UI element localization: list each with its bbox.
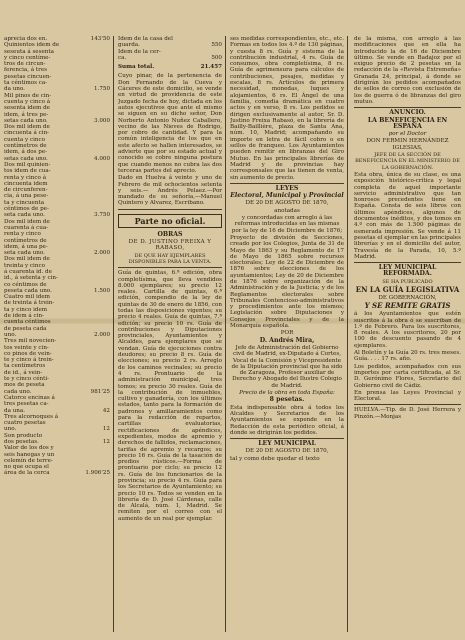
leyes-anot: anotadas <box>274 207 300 214</box>
aprecio-item-text: tres pesetas ca- <box>4 401 49 408</box>
leyes-title: LEYES <box>275 184 299 192</box>
aprecio-item-text: tos veinte y cin- <box>4 344 49 351</box>
pedidos: Los pedidos, acompañados con sus importes por carta certificada, al Sr. D. Gerónimo Flores, Secretario del Gobierno civil de Cádiz. <box>354 363 461 389</box>
aprecio-item-text: Tres mil novecien- <box>4 338 57 345</box>
aprecio-item-text: á cuarenta id. de <box>4 268 52 275</box>
aprecio-item-text: y cinco centíme- <box>4 54 51 61</box>
column-2 <box>118 36 226 632</box>
aprecio-item-text: cuenta y cinco <box>4 136 45 143</box>
printer-footer: HUELVA.—Tip. de D. José Herrera y Pinzón.—Monjas <box>354 407 461 420</box>
aprecio-item-value: 42 <box>102 407 110 414</box>
aprecio-item-value: 2.000 <box>93 250 110 257</box>
obras-body: Guía de quintas, 6.ª edición, obra completísima, que lleva vendidos 8.000 ejemplares; su precio 12 reales. Cartilla de quintas, 6.ª edición, compendio de la ley de quintas de 30 de enero de 1856, con todas las disposiciones vigentes; su precio 4 reales. Guía de quintas, 7.ª edición; su precio 10 rs. Guía de contribuciones y Diputaciones provinciales, Ayuntamientos y Alcaldes, para ejemplares que se vendan. Guía de ejecuciones contra deudores; su precio 8 rs. Guía de elecciones; su precio 2 rs. Arreglo de los caminos vecinales; su precio 4 rs. Prontuario de la administración municipal, tres tomos; su precio 30 reales. Guía de la contribución de inmuebles, cultivo y ganadería, con los últimos estados, tanto para la formación de padrones y amillaramientos como para la redacción de repartos, cartillas evaluatorias, rectificaciones de apéndices, expedientes, modos de apremio y derechos de fallidos, reclamaciones, tarifas de apremio y recargos; su precio 16 rs. Guía de la tasación de predios rústicos.—Forma de prontuario por ciclo; su precio 12 rs. Guía de los funcionarios de la provincia; su precio 4 rs. Guía para los Secretarios de Ayuntamiento; su precio 10 rs. Todos se venden en la librería de D. José Cárdenas, calle de Alcalá, núm. 1, Madrid. Se remiten por el correo con el aumento de un real por ejemplar. <box>118 270 222 522</box>
aprecio-item-text: te y cinco á trein- <box>4 357 54 364</box>
aprecio-item-text: seseuta á sesenta <box>4 48 54 55</box>
aprecio-item-value: 3.750 <box>93 212 110 219</box>
aprecio-item-text: de idem á cin- <box>4 313 44 320</box>
obras-continued: ses medidas correspondientes, etc., etc. Formas en todos los 4.º de 130 páginas, y cuesta 8 rs. Guía y sistema de la contribución industrial, 4 rs. Guía de consumos, obra completísima, 8 rs. Guía de agrimensura para cálculos de contribuciones, pesajes, medidas y escalas, 8 rs. Artículos de primera necesidad, monedas, luques y alojamientos, 6 rs. El Ángel de una familia, comedia dramática en cuatro actos y en verso, 8 rs. Los pedidos se dirigen exclusivamente al autor, Sr. D. Justino Freixa Rabasó, en la librería de Bailly-Baillière, plaza de Santa Ana, núm. 10, Madrid; acompañando su importe en letra de fácil cobro o en sellos de franqueo. Los Ayuntamientos pueden remitir en libranzas del Giro Mutuo. En las principales librerías de Madrid y de provincias hay corresponsales que las tienen de venta, sin aumento de precio. <box>230 36 344 181</box>
disp-body: Esta indispensable obra á todos los Alcaldes y Secretarios de los Ayuntamientos se expende en la Redacción de esta periódico oficial, á donde se dirigirán los pedidos. <box>230 404 344 436</box>
aprecio-item-text: cia, á una pese- <box>4 193 49 200</box>
aprecio-item-text: Valor de los dos y <box>4 445 54 452</box>
aprecio-item-text: Son producto <box>4 432 43 439</box>
aprecio-item-value: 12 <box>102 426 110 433</box>
aprecio-item-text: Idem de la cer- <box>118 48 161 55</box>
beneficencia-by: por el Doctor <box>388 131 427 138</box>
leyes-text: y concordadas con arreglo á las reformas introducidas en las mismas por la ley de 16 de Diciembre de 1876; <box>231 215 343 234</box>
aprecio-item-text: cuatro pesetas <box>4 420 46 427</box>
aprecio-item-text: mos de peseta <box>4 382 45 389</box>
column-4 <box>352 36 461 632</box>
price-title: Precio de la obra en toda España: <box>239 390 335 397</box>
aprecio-item-text: ta y cinco idem <box>4 306 48 313</box>
aprecio-item-text: guarda. <box>118 42 140 49</box>
en-prensa: En prensa las Leyes Provincial y Electoral. <box>354 389 461 403</box>
ley-reformada-pub: SE HA PUBLICADO <box>382 278 433 285</box>
aprecio-item-text: tos idem de cua- <box>4 168 51 175</box>
obras-subtitle-2: DE QUE HAY EJEMPLARES DISPONIBLES PARA LA VENTA. <box>128 252 212 265</box>
aprecio-item-value: 4.000 <box>93 155 110 162</box>
ley-reformada-title: LEY MUNICIPAL REFORMADA. <box>378 264 437 278</box>
aprecio-item-text: co pinos de vein- <box>4 350 52 357</box>
aprecio-item-text: uno. <box>4 426 17 433</box>
aprecio-item-value: 981'25 <box>90 388 110 395</box>
aprecio-item-text: Quinientos idem de <box>4 42 60 49</box>
aprecio-item-value: 3.000 <box>93 117 110 124</box>
leyes-body: Proyecto de división de Secciones, creado por los Colegios, Junta de 31 de Mayo de 1863 y su Reglamento de 17 de Mayo de 1865 sobre recursos electorales; Ley de 22 de Diciembre de 1876 sobre elecciones de los ayuntamientos; Ley de 20 de Diciembre de 1876 sobre organización de la Administración y de la Justicia; y de los Reglamentos electorales sobre Tribunales Contencioso-administrativos y procedimientos ante los mismos; Legislación sobre Diputaciones y Consejos Provinciales y de la Monarquía española. <box>230 234 344 330</box>
aprecio-item-text: Dos mil idem de <box>4 218 50 225</box>
aprecio-item-text: Dos mil idem de <box>4 124 50 131</box>
aprecio-item-value: 1.906'25 <box>85 470 110 477</box>
aprecio-item-text: cincuenta á cin- <box>4 130 50 137</box>
aprecio-item-text: cuenta y cinco á <box>4 98 51 105</box>
aprecio-item-value: 1.750 <box>93 86 110 93</box>
aprecio-item-value: 12 <box>102 439 110 445</box>
aprecio-item-text: seta cada uno. <box>4 250 45 257</box>
author-body: Jefe de Administración del Gobierno civil de Madrid, ex-Diputado á Cortes, Vocal de la Comisión y Vicepresidente de la Diputación provincial que ha sido de Zaragoza, Profesor auxiliar de Derecho y Abogado del Ilustre Colegio de Madrid. <box>231 344 343 389</box>
anuncio-title: ANUNCIO. <box>389 109 426 117</box>
aprecio-item-text: setas cada uno. <box>4 155 48 162</box>
ley-continued: de la misma, con arreglo á las modificaciones que en ella ha introducido la de 16 de Diciembre último. Se vende en Badajoz por el exiguo precio de 2 pesetas en la redacción de la «Revista Extremeña» Granada 24, principal, á donde se dirigirán los pedidos acompañados de sellos de correo con exclusión de los de guerra ó de libranzas del giro mutuo. <box>354 36 461 105</box>
author-pre: POR <box>280 330 294 337</box>
aprecio-item-text: Idem de la casa del <box>118 36 173 42</box>
aprecio-item-text: Catorce encinas á <box>4 394 55 401</box>
aprecio-item-text: no que ocupa el <box>4 464 49 471</box>
aprecio-item-text: céntimos de pe- <box>4 206 49 213</box>
precios: Al Boletín y la Guía 20 rs. tres meses. Guía. . . . 17 rs. año. <box>354 350 461 363</box>
ley-municipal-date: DE 20 DE AGOSTO DE 1870, <box>245 448 329 455</box>
aprecio-item-text: centímetros de <box>4 143 47 150</box>
aprecio-item-text: cuarenta á cua- <box>4 224 49 231</box>
divider <box>354 262 461 263</box>
aprecio-item-text: cuenta céntimos <box>4 319 51 326</box>
section-header-no-oficial: Parte no oficial. <box>118 214 222 228</box>
beneficencia-author: DON FERMIN HERNÁNDEZ IGLESIAS, <box>366 138 449 151</box>
divider <box>118 209 222 210</box>
suma-total: Suma total. 21.457 <box>118 64 222 71</box>
edict-body: Cuyo pinar, de la pertenencia de Don Fernando de la Cueva y Cáceres de este domicilio, se vende en virtud de providencia de este Juzgado fecha de hoy, dictada en los autos ejecutivos que ante el mismo se siguen en su dicho señor, Don Norberto Antonio Nuñez Caballero, vecino de las Nieves de Rodrigo, por cobro de cantidad. Y para la común inteligencia de los que en este afecto se hallen interesados, se advierte que por su estado actual y conocido se cobre ninguna postura que cuando menos no cubra las dos terceras partes del aprecio. <box>118 73 222 174</box>
aprecio-item-text: ferencia, á tres <box>4 67 47 74</box>
aprecio-list-end <box>118 36 222 61</box>
aprecio-item-text: sesenta idem de <box>4 105 50 112</box>
beneficencia-post: JEFE DE LA SECCIÓN DE BENEFICENCIA EN EL MINISTERIO DE LA GOBERNACIÓN. <box>355 152 460 171</box>
price-value: 8 pesetas. <box>269 396 305 404</box>
aprecio-item-text: de treinta á trein- <box>4 300 55 307</box>
aprecio-item-text: renta y cinco <box>4 231 41 238</box>
aprecio-item-text: setas cada uno. <box>4 117 48 124</box>
author-name: D. Andrés Mira, <box>259 336 315 344</box>
aprecio-item-text: co céntimos de <box>4 281 47 288</box>
column-1 <box>4 36 114 632</box>
aprecio-item-text: de peseta cada <box>4 325 47 332</box>
obras-title: OBRAS <box>157 230 183 238</box>
aprecio-item-text: ta céntimos ca- <box>4 80 48 87</box>
de-gobernacion: DE GOBERNACIÓN, <box>378 294 437 301</box>
aprecio-item-text: de id., á vein- <box>4 369 43 376</box>
aprecio-item-text: id., á setenta y cin- <box>4 275 58 282</box>
aprecio-item-value: 550 <box>211 42 222 49</box>
aprecio-item-text: cada uno. <box>4 388 32 395</box>
divider <box>230 183 344 184</box>
beneficencia-body: Esta obra, única de su clase, es una exposición histórico-crítica y legal completa de aquel importante servicio administrativo que tan honrosos precedentes tiene en España. Consta de seis libros con últimos apéndices, algunos de documentos inéditos, y dos tomos en 4.º con más de 1.500 páginas de esmerada impresión. Se vende á 11 pesetas el ejemplar en las principales librerías y en el domicilio del autor, Travesía de la Parada, 10, 5.º Madrid. <box>354 171 461 260</box>
aprecio-item-text: ca. <box>118 54 127 61</box>
beneficencia-title: LA BENEFICENCIA EN ESPAÑA <box>367 116 448 130</box>
aprecio-item-text: ta y cincuenta <box>4 199 45 206</box>
obras-subtitle: DE D. JUSTINO FREIXA Y RABASO, <box>128 239 212 252</box>
aprecio-item-value: 2.000 <box>93 331 110 338</box>
aprecio-row <box>4 470 110 476</box>
aprecio-item-text: ta centímetros <box>4 363 46 370</box>
divider <box>230 438 344 439</box>
aprecio-item-text: peseta cada uno. <box>4 287 52 294</box>
aprecio-item-text: de circunferen- <box>4 187 48 194</box>
ley-municipal-body: tal y como debe quedar el texto <box>230 455 320 462</box>
aprecio-item-text: te y cinco cénti- <box>4 376 50 383</box>
aprecio-item-text: celemín de terre- <box>4 457 53 464</box>
leyes-date: DE 20 DE AGOSTO DE 1870, <box>245 200 329 207</box>
aprecio-item-text: idem, á dos pe- <box>4 149 48 156</box>
aprecio-item-text: Tres alcornoques á <box>4 413 59 420</box>
aprecio-item-text: pesetas cincuen- <box>4 73 52 80</box>
aprecio-item-text: área de la cerca <box>4 470 50 477</box>
aprecio-item-text: Cuatro mil idem <box>4 294 50 301</box>
divider <box>354 107 461 108</box>
aprecio-row <box>118 55 222 61</box>
aprecio-item-text: da uno. <box>4 86 25 93</box>
aprecio-item-text: cincuenta idem <box>4 180 48 187</box>
aprecio-item-value: 143'50 <box>90 36 110 42</box>
aprecio-item-text: seta cada uno. <box>4 212 45 219</box>
columns <box>4 36 461 632</box>
divider <box>118 267 222 268</box>
remite-gratis: Y SE REMITE GRATIS <box>364 301 451 311</box>
aprecio-item-text: treinta y cinco <box>4 262 45 269</box>
aprecio-item-value: 500 <box>211 54 222 61</box>
aprecio-item-text: da una. <box>4 407 26 414</box>
edict-signature: Dado en Huelva á veinte y uno de Febrero de mil ochocientos setenta y seis.— Andrés Pelaez.—Por mandado de su señoría,—Manuel Quintero y Alvarez, Escribano. <box>118 175 222 207</box>
divider <box>354 404 461 405</box>
aprecio-item-text: centímetros de <box>4 237 47 244</box>
ley-municipal-title: LEY MUNICIPAL <box>258 440 316 448</box>
aprecio-item-text: aprecia dos en. <box>4 36 48 42</box>
aprecio-item-text: idem, á una pe- <box>4 243 48 250</box>
guia-legislativa: EN LA GUÍA LEGISLATIVA <box>355 284 460 294</box>
aprecio-item-text: uno. <box>4 331 17 338</box>
remite-body: á los Ayuntamientos que estén suscritos á la obra ó se suscriban de 1.º de Febrero. Para los suscritores, 8 reales. A los suscritores, 20 por 100 de descuento pasando de 4 ejemplares. <box>354 311 461 349</box>
leyes-subtitle: Electoral, Municipal y Provincial <box>230 192 344 200</box>
column-3 <box>230 36 348 632</box>
aprecio-item-text: renta y cinco á <box>4 174 47 181</box>
aprecio-item-value: 1.500 <box>93 287 110 294</box>
aprecio-item-text: seis hanegas y un <box>4 451 55 458</box>
aprecio-item-text: dos pesetas. <box>4 439 39 445</box>
aprecio-item-text: idem, á tres pe- <box>4 111 49 118</box>
aprecio-item-text: Dos mil idem de <box>4 256 50 263</box>
aprecio-item-text: Dos mil quinien- <box>4 161 51 168</box>
aprecio-item-text: Mil pinos de cin- <box>4 92 52 99</box>
aprecio-item-text: tros de circun- <box>4 61 46 68</box>
